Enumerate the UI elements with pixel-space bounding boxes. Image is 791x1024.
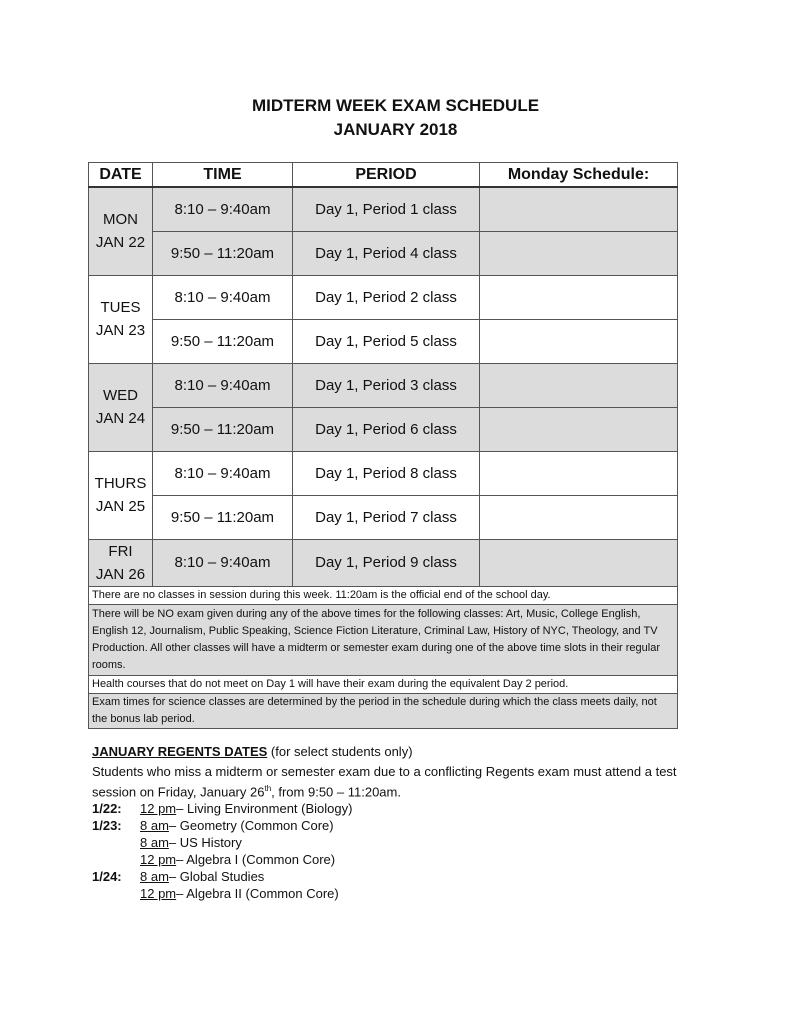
note-row [89, 586, 678, 604]
day-date: JAN 25 [95, 498, 146, 515]
regents-date: 1/24: [92, 869, 122, 885]
regents-subject: – Algebra I (Common Core) [176, 852, 336, 868]
monday-schedule-cell [480, 539, 678, 586]
table-row [89, 495, 678, 539]
note-science-classes: Exam times for science classes are determined by the period in the schedule during which the class meets daily, not the bonus lab period. [89, 693, 678, 728]
time-cell: 9:50 – 11:20am [153, 495, 293, 539]
day-cell-tues [89, 275, 153, 363]
list-item [92, 834, 692, 851]
header-period: PERIOD [293, 163, 480, 188]
note-no-classes: There are no classes in session during this week. 11:20am is the official end of the school day. [89, 586, 678, 604]
monday-schedule-cell [480, 495, 678, 539]
document-subtitle: JANUARY 2018 [333, 120, 458, 139]
regents-heading [92, 743, 692, 760]
time-cell: 8:10 – 9:40am [153, 275, 293, 319]
table-row [89, 187, 678, 231]
time-cell: 8:10 – 9:40am [153, 539, 293, 586]
day-name: TUES [100, 299, 141, 316]
day-date: JAN 22 [95, 234, 146, 252]
regents-date [92, 834, 140, 851]
table-header-row [89, 163, 678, 188]
period-cell: Day 1, Period 1 class [293, 187, 480, 231]
monday-schedule-cell [480, 451, 678, 495]
regents-subject: – Geometry (Common Core) [168, 818, 334, 834]
regents-heading-note: (for select students only) [267, 744, 413, 759]
regents-time: 12 pm [140, 886, 177, 902]
monday-schedule-cell [480, 363, 678, 407]
day-cell-wed [89, 363, 153, 451]
monday-schedule-cell [480, 319, 678, 363]
table-row [89, 319, 678, 363]
regents-date: 1/23: [92, 818, 122, 834]
time-cell: 8:10 – 9:40am [153, 363, 293, 407]
regents-intro-text: Students who miss a midterm or semester exam due to a conflicting Regents exam must attend a test session on Friday, January 26 [92, 764, 677, 800]
exam-schedule-table [88, 162, 678, 729]
note-row [89, 693, 678, 728]
regents-time: 12 pm [140, 801, 177, 817]
document-title: MIDTERM WEEK EXAM SCHEDULE [251, 96, 540, 115]
regents-time: 8 am [140, 869, 169, 885]
period-cell: Day 1, Period 7 class [293, 495, 480, 539]
note-row [89, 604, 678, 675]
day-date: JAN 23 [95, 322, 146, 339]
monday-schedule-cell [480, 187, 678, 231]
period-cell: Day 1, Period 8 class [293, 451, 480, 495]
period-cell: Day 1, Period 5 class [293, 319, 480, 363]
header-time: TIME [153, 163, 293, 188]
list-item [92, 885, 692, 902]
monday-schedule-cell [480, 275, 678, 319]
regents-date [92, 851, 140, 868]
regents-subject: – Global Studies [168, 869, 265, 885]
day-name: WED [103, 387, 138, 404]
regents-heading-title: JANUARY REGENTS DATES [92, 744, 268, 759]
monday-schedule-cell [480, 407, 678, 451]
regents-date: 1/22: [92, 801, 122, 817]
time-cell: 8:10 – 9:40am [153, 187, 293, 231]
time-cell: 8:10 – 9:40am [153, 451, 293, 495]
time-cell: 9:50 – 11:20am [153, 319, 293, 363]
table-row [89, 407, 678, 451]
header-monday-schedule: Monday Schedule: [480, 163, 678, 188]
table-row [89, 539, 678, 586]
regents-subject: – Algebra II (Common Core) [176, 886, 339, 902]
time-cell: 9:50 – 11:20am [153, 231, 293, 275]
note-no-exam-classes: There will be NO exam given during any of the above times for the following classes: Art, Music, College English, English 12, Journalism, Public Speaking, Science Fiction Literature, Criminal Law, History of NYC, Theology, and TV Production. All other classes will have a midterm or semester exam during one of the above time slots in their regular rooms. [89, 604, 678, 675]
table-row [89, 275, 678, 319]
regents-section [92, 743, 692, 902]
header-date: DATE [89, 163, 153, 188]
list-item [92, 800, 692, 817]
regents-time: 12 pm [140, 852, 177, 868]
day-name: MON [103, 211, 138, 229]
day-name: FRI [108, 542, 133, 560]
regents-intro-time: , from 9:50 – 11:20am. [271, 784, 401, 800]
day-cell-thurs [89, 451, 153, 539]
day-cell-mon [89, 187, 153, 275]
monday-schedule-cell [480, 231, 678, 275]
regents-date [92, 885, 140, 902]
period-cell: Day 1, Period 9 class [293, 539, 480, 586]
day-date: JAN 24 [95, 410, 146, 427]
regents-intro [92, 763, 692, 800]
regents-time: 8 am [140, 835, 169, 851]
period-cell: Day 1, Period 2 class [293, 275, 480, 319]
list-item [92, 868, 692, 885]
table-row [89, 231, 678, 275]
note-row [89, 675, 678, 693]
time-cell: 9:50 – 11:20am [153, 407, 293, 451]
day-cell-fri [89, 539, 153, 586]
list-item [92, 817, 692, 834]
table-row [89, 363, 678, 407]
regents-subject: – US History [168, 835, 242, 851]
list-item [92, 851, 692, 868]
note-health-courses: Health courses that do not meet on Day 1 will have their exam during the equivalent Day 2 period. [89, 675, 678, 693]
day-date: JAN 26 [95, 565, 146, 583]
regents-list [92, 800, 692, 902]
period-cell: Day 1, Period 4 class [293, 231, 480, 275]
period-cell: Day 1, Period 6 class [293, 407, 480, 451]
regents-subject: – Living Environment (Biology) [176, 801, 353, 817]
period-cell: Day 1, Period 3 class [293, 363, 480, 407]
table-row [89, 451, 678, 495]
day-name: THURS [94, 475, 147, 492]
regents-time: 8 am [140, 818, 169, 834]
regents-intro-sup: th [264, 784, 272, 793]
